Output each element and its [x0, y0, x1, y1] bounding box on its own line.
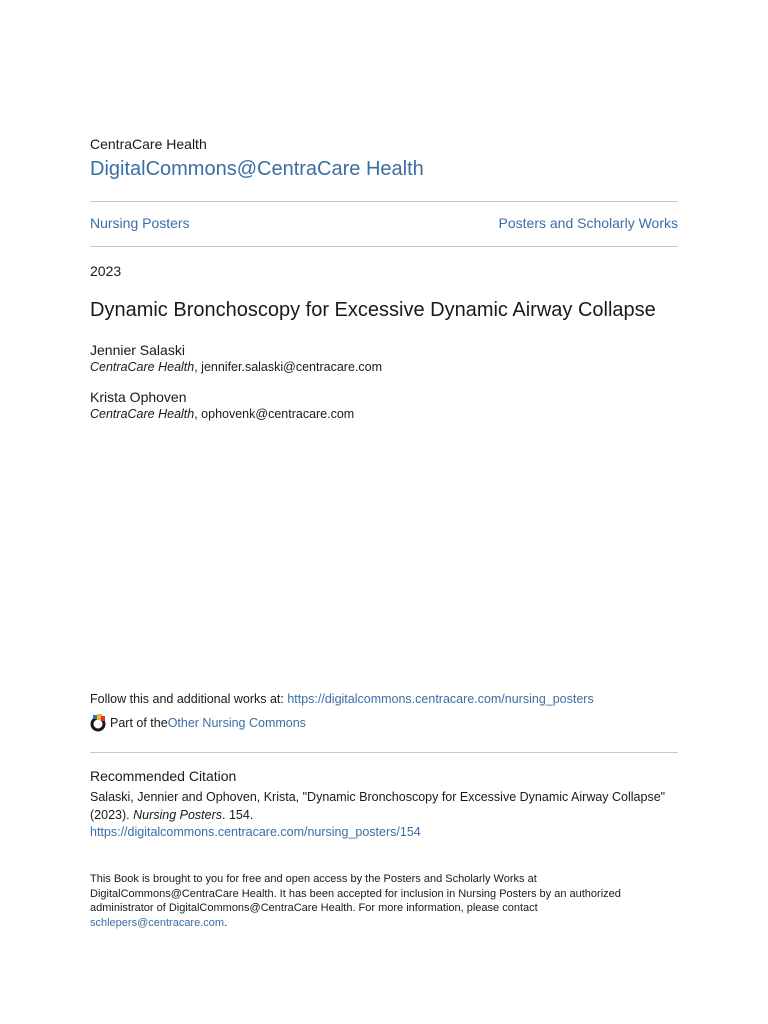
citation-journal: Nursing Posters: [133, 807, 223, 822]
open-access-commons-icon: [90, 714, 106, 732]
access-notice: [90, 872, 678, 930]
parent-collection-link[interactable]: Posters and Scholarly Works: [498, 215, 678, 231]
follow-url-link[interactable]: https://digitalcommons.centracare.com/nursing_posters: [287, 692, 594, 706]
citation-text: [90, 789, 678, 842]
breadcrumb: [90, 215, 678, 231]
divider: [90, 752, 678, 753]
follow-prefix: Follow this and additional works at:: [90, 692, 288, 706]
author-block: [90, 342, 382, 376]
author-affiliation: CentraCare Health, ophovenk@centracare.com: [90, 407, 355, 421]
contact-email-link[interactable]: schlepers@centracare.com: [90, 916, 225, 929]
citation-number: . 154.: [222, 807, 254, 822]
author-block: [90, 389, 354, 423]
affiliation-name: CentraCare Health: [90, 407, 195, 421]
repository-link[interactable]: DigitalCommons@CentraCare Health: [90, 158, 424, 180]
institution-name: CentraCare Health: [90, 136, 207, 152]
divider: [90, 201, 678, 202]
citation-heading: Recommended Citation: [90, 768, 237, 784]
follow-line: [90, 692, 594, 706]
collection-link[interactable]: Nursing Posters: [90, 215, 190, 231]
citation-url-link[interactable]: https://digitalcommons.centracare.com/nursing_posters/154: [90, 825, 421, 839]
publication-year: 2023: [90, 263, 122, 279]
part-of-line: [90, 714, 306, 732]
notice-text: This Book is brought to you for free and open access by the Posters and Scholarly Works at DigitalCommons@CentraCare Health. It has been accepted for inclusion in Nursing Posters by an authorized administrator of DigitalCommons@CentraCare Health. For more information, please contact: [90, 873, 621, 914]
part-of-prefix: Part of the: [110, 716, 168, 730]
citation-body: Salaski, Jennier and Ophoven, Krista, "Dynamic Bronchoscopy for Excessive Dynamic Airway Collapse" (2023).: [90, 790, 666, 822]
author-name: Jennier Salaski: [90, 342, 185, 358]
author-email: jennifer.salaski@centracare.com: [201, 360, 382, 374]
author-name: Krista Ophoven: [90, 389, 187, 405]
author-email: ophovenk@centracare.com: [201, 407, 355, 421]
document-title: Dynamic Bronchoscopy for Excessive Dynamic Airway Collapse: [90, 299, 656, 321]
affiliation-name: CentraCare Health: [90, 360, 195, 374]
discipline-link[interactable]: Other Nursing Commons: [167, 716, 306, 730]
divider: [90, 246, 678, 247]
notice-suffix: .: [224, 916, 228, 929]
author-affiliation: CentraCare Health, jennifer.salaski@centracare.com: [90, 360, 382, 374]
